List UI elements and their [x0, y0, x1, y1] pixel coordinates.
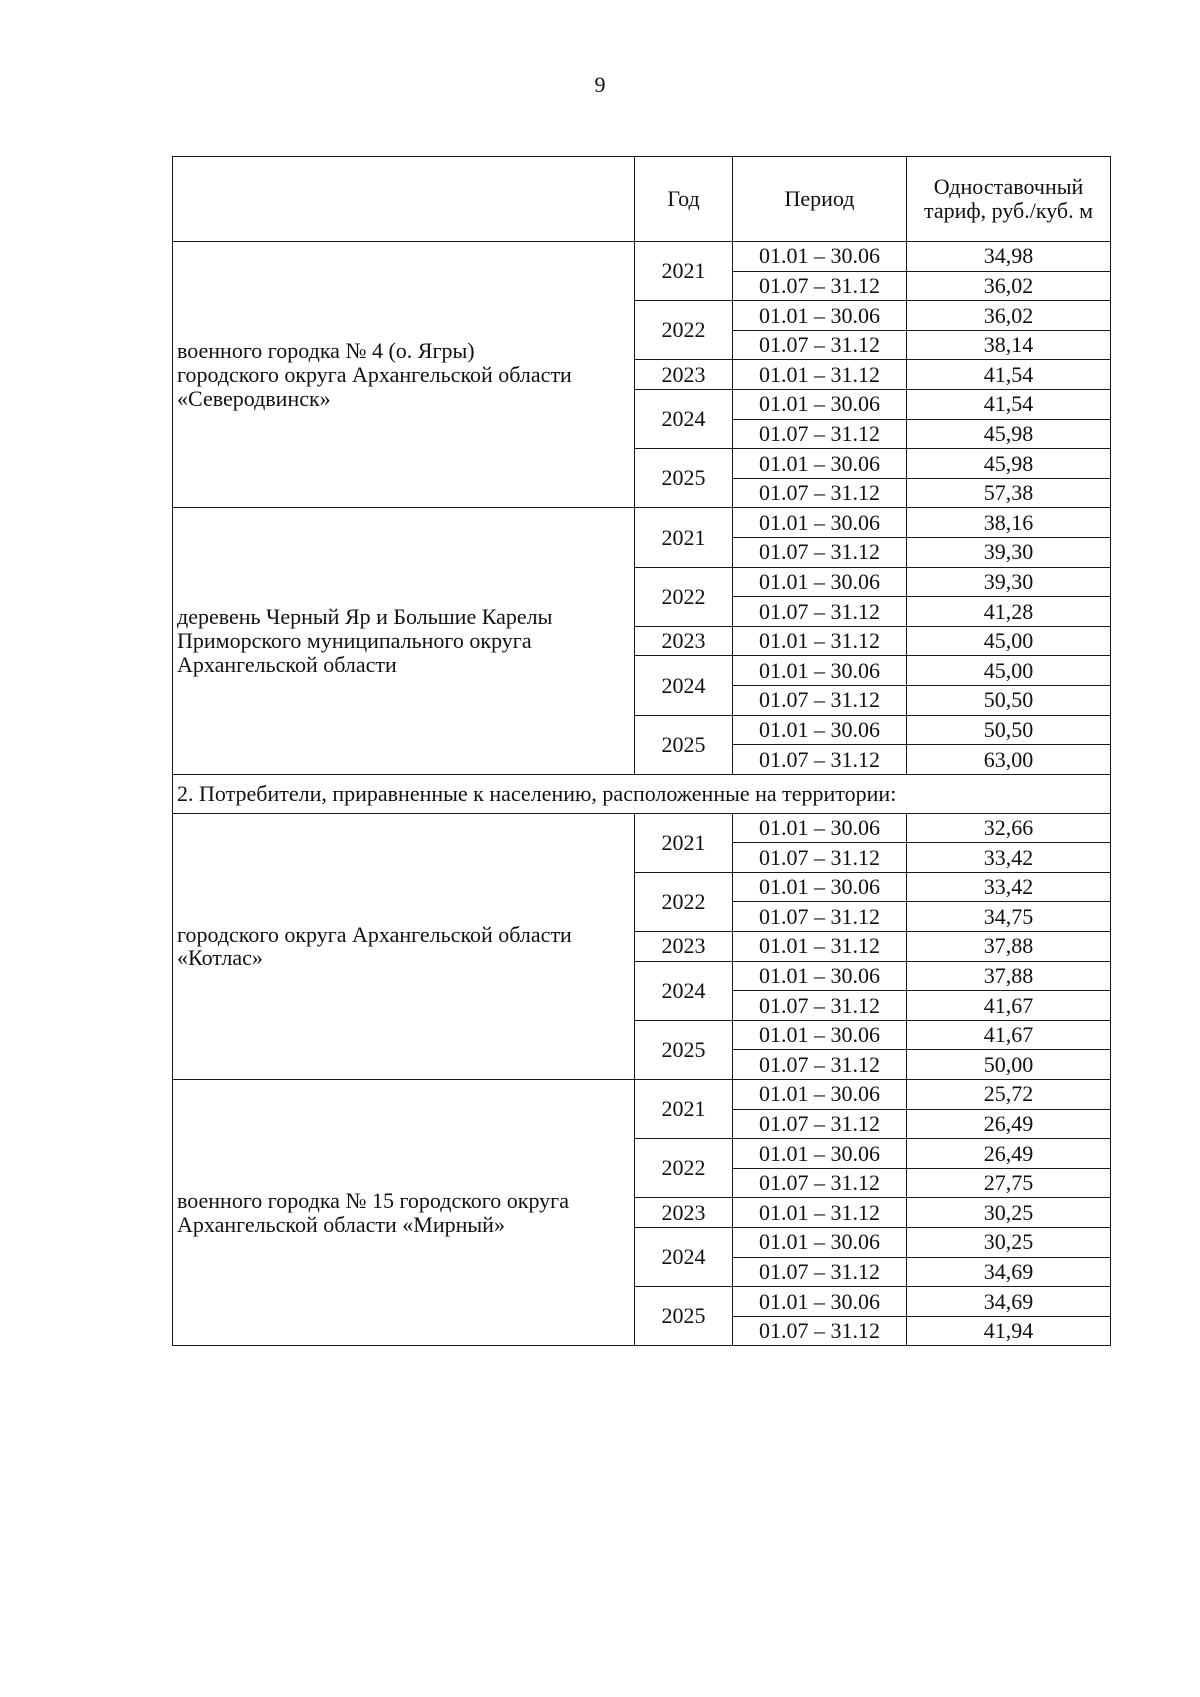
tariff-cell: 32,66 — [907, 813, 1111, 843]
tariff-cell: 50,00 — [907, 1050, 1111, 1080]
tariff-cell: 63,00 — [907, 745, 1111, 775]
tariff-cell: 41,28 — [907, 597, 1111, 627]
tariff-cell: 45,00 — [907, 656, 1111, 686]
tariff-cell: 50,50 — [907, 715, 1111, 745]
period-cell: 01.01 – 30.06 — [733, 567, 907, 597]
tariff-cell: 38,14 — [907, 330, 1111, 360]
tariff-cell: 41,67 — [907, 1020, 1111, 1050]
period-cell: 01.01 – 30.06 — [733, 389, 907, 419]
period-cell: 01.07 – 31.12 — [733, 478, 907, 508]
period-cell: 01.01 – 30.06 — [733, 449, 907, 479]
tariff-cell: 50,50 — [907, 685, 1111, 715]
period-cell: 01.01 – 30.06 — [733, 872, 907, 902]
header-year: Год — [635, 157, 733, 242]
period-cell: 01.01 – 30.06 — [733, 1139, 907, 1169]
year-cell: 2021 — [635, 242, 733, 301]
period-cell: 01.07 – 31.12 — [733, 1050, 907, 1080]
period-cell: 01.01 – 30.06 — [733, 961, 907, 991]
year-cell: 2024 — [635, 656, 733, 715]
period-cell: 01.01 – 31.12 — [733, 1198, 907, 1228]
tariff-cell: 39,30 — [907, 537, 1111, 567]
tariff-cell: 45,98 — [907, 449, 1111, 479]
period-cell: 01.01 – 31.12 — [733, 626, 907, 656]
tariff-cell: 38,16 — [907, 508, 1111, 538]
location-name: городского округа Архангельской области «Котлас» — [173, 813, 635, 1079]
period-cell: 01.01 – 30.06 — [733, 301, 907, 331]
period-cell: 01.01 – 30.06 — [733, 656, 907, 686]
tariff-cell: 36,02 — [907, 271, 1111, 301]
tariff-cell: 25,72 — [907, 1080, 1111, 1110]
tariff-cell: 39,30 — [907, 567, 1111, 597]
period-cell: 01.01 – 30.06 — [733, 508, 907, 538]
page-number: 9 — [594, 72, 606, 97]
year-cell: 2022 — [635, 872, 733, 931]
year-cell: 2022 — [635, 1139, 733, 1198]
location-name: военного городка № 15 городского округа Архангельской области «Мирный» — [173, 1080, 635, 1346]
header-tariff: Одноставочный тариф, руб./куб. м — [907, 157, 1111, 242]
section-title: 2. Потребители, приравненные к населению, расположенные на территории: — [173, 774, 1111, 813]
period-cell: 01.07 – 31.12 — [733, 1168, 907, 1198]
year-cell: 2023 — [635, 932, 733, 962]
tariff-cell: 30,25 — [907, 1228, 1111, 1258]
tariff-cell: 41,94 — [907, 1316, 1111, 1346]
period-cell: 01.01 – 30.06 — [733, 1080, 907, 1110]
period-cell: 01.07 – 31.12 — [733, 1109, 907, 1139]
location-name: военного городка № 4 (о. Ягры) городского округа Архангельской области «Северодвинск» — [173, 242, 635, 508]
tariff-cell: 34,98 — [907, 242, 1111, 272]
period-cell: 01.07 – 31.12 — [733, 537, 907, 567]
tariff-cell: 26,49 — [907, 1109, 1111, 1139]
tariff-cell: 26,49 — [907, 1139, 1111, 1169]
table-body-after — [173, 813, 1111, 1346]
year-cell: 2024 — [635, 1228, 733, 1287]
tariff-cell: 41,54 — [907, 389, 1111, 419]
year-cell: 2024 — [635, 389, 733, 448]
period-cell: 01.07 – 31.12 — [733, 419, 907, 449]
header-name — [173, 157, 635, 242]
year-cell: 2025 — [635, 1287, 733, 1346]
year-cell: 2023 — [635, 1198, 733, 1228]
tariff-cell: 36,02 — [907, 301, 1111, 331]
period-cell: 01.01 – 31.12 — [733, 932, 907, 962]
period-cell: 01.07 – 31.12 — [733, 1316, 907, 1346]
section-row — [173, 774, 1111, 813]
tariff-cell: 33,42 — [907, 872, 1111, 902]
table-section — [173, 774, 1111, 813]
header-period: Период — [733, 157, 907, 242]
table-row — [173, 1080, 1111, 1110]
period-cell: 01.01 – 30.06 — [733, 1287, 907, 1317]
period-cell: 01.07 – 31.12 — [733, 271, 907, 301]
tariff-cell: 41,67 — [907, 991, 1111, 1021]
table-row — [173, 508, 1111, 538]
tariff-cell: 34,69 — [907, 1257, 1111, 1287]
tariff-cell: 27,75 — [907, 1168, 1111, 1198]
period-cell: 01.01 – 30.06 — [733, 1020, 907, 1050]
year-cell: 2024 — [635, 961, 733, 1020]
period-cell: 01.07 – 31.12 — [733, 902, 907, 932]
year-cell: 2023 — [635, 626, 733, 656]
period-cell: 01.07 – 31.12 — [733, 843, 907, 873]
tariff-cell: 37,88 — [907, 932, 1111, 962]
period-cell: 01.01 – 31.12 — [733, 360, 907, 390]
period-cell: 01.01 – 30.06 — [733, 813, 907, 843]
period-cell: 01.07 – 31.12 — [733, 330, 907, 360]
tariff-cell: 30,25 — [907, 1198, 1111, 1228]
period-cell: 01.07 – 31.12 — [733, 991, 907, 1021]
tariff-cell: 34,75 — [907, 902, 1111, 932]
year-cell: 2022 — [635, 567, 733, 626]
tariff-cell: 57,38 — [907, 478, 1111, 508]
header-row — [173, 157, 1111, 242]
tariff-cell: 45,98 — [907, 419, 1111, 449]
period-cell: 01.07 – 31.12 — [733, 745, 907, 775]
year-cell: 2021 — [635, 813, 733, 872]
year-cell: 2021 — [635, 508, 733, 567]
period-cell: 01.07 – 31.12 — [733, 1257, 907, 1287]
tariff-cell: 41,54 — [907, 360, 1111, 390]
period-cell: 01.07 – 31.12 — [733, 597, 907, 627]
year-cell: 2025 — [635, 715, 733, 774]
year-cell: 2025 — [635, 1020, 733, 1079]
period-cell: 01.01 – 30.06 — [733, 1228, 907, 1258]
period-cell: 01.01 – 30.06 — [733, 715, 907, 745]
location-name: деревень Черный Яр и Большие Карелы Приморского муниципального округа Архангельской области — [173, 508, 635, 774]
table-body-before — [173, 242, 1111, 775]
year-cell: 2022 — [635, 301, 733, 360]
tariff-cell: 34,69 — [907, 1287, 1111, 1317]
period-cell: 01.01 – 30.06 — [733, 242, 907, 272]
table-row — [173, 813, 1111, 843]
tariff-cell: 37,88 — [907, 961, 1111, 991]
table-row — [173, 242, 1111, 272]
year-cell: 2023 — [635, 360, 733, 390]
tariff-table — [172, 156, 1111, 1346]
tariff-cell: 45,00 — [907, 626, 1111, 656]
tariff-cell: 33,42 — [907, 843, 1111, 873]
year-cell: 2021 — [635, 1080, 733, 1139]
year-cell: 2025 — [635, 449, 733, 508]
period-cell: 01.07 – 31.12 — [733, 685, 907, 715]
